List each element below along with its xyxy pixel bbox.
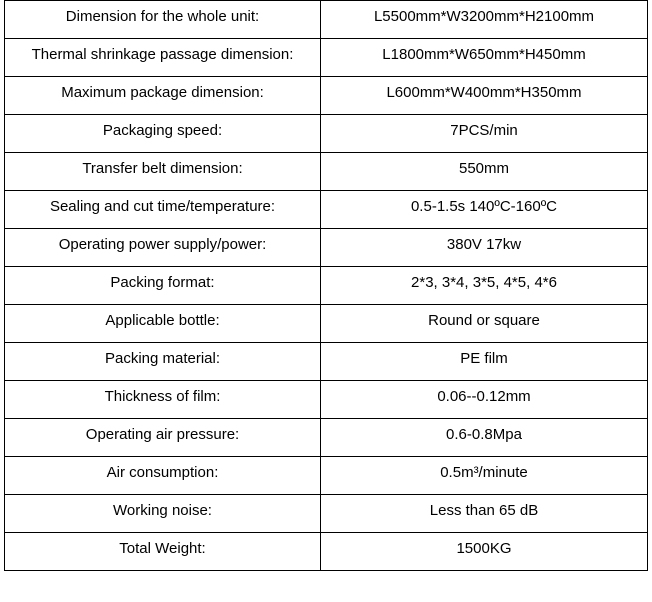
spec-value: 380V 17kw (321, 229, 648, 267)
spec-value: 7PCS/min (321, 115, 648, 153)
spec-label: Sealing and cut time/temperature: (5, 191, 321, 229)
table-row (5, 1, 648, 39)
spec-label: Thickness of film: (5, 381, 321, 419)
spec-label: Applicable bottle: (5, 305, 321, 343)
spec-label: Working noise: (5, 495, 321, 533)
spec-value: 0.6-0.8Mpa (321, 419, 648, 457)
table-row (5, 153, 648, 191)
table-row (5, 495, 648, 533)
spec-value: 2*3, 3*4, 3*5, 4*5, 4*6 (321, 267, 648, 305)
spec-label: Operating power supply/power: (5, 229, 321, 267)
spec-value: L5500mm*W3200mm*H2100mm (321, 1, 648, 39)
spec-label: Packing material: (5, 343, 321, 381)
spec-value: Round or square (321, 305, 648, 343)
table-row (5, 229, 648, 267)
spec-value: PE film (321, 343, 648, 381)
spec-label: Total Weight: (5, 533, 321, 571)
spec-label: Transfer belt dimension: (5, 153, 321, 191)
spec-label: Dimension for the whole unit: (5, 1, 321, 39)
spec-value: 1500KG (321, 533, 648, 571)
spec-label: Air consumption: (5, 457, 321, 495)
table-row (5, 77, 648, 115)
spec-label: Packaging speed: (5, 115, 321, 153)
spec-value: L1800mm*W650mm*H450mm (321, 39, 648, 77)
spec-label: Packing format: (5, 267, 321, 305)
spec-value: L600mm*W400mm*H350mm (321, 77, 648, 115)
table-row (5, 39, 648, 77)
table-row (5, 267, 648, 305)
table-row (5, 419, 648, 457)
table-row (5, 305, 648, 343)
spec-value: Less than 65 dB (321, 495, 648, 533)
table-row (5, 191, 648, 229)
table-row (5, 381, 648, 419)
table-row (5, 533, 648, 571)
spec-value: 0.5m³/minute (321, 457, 648, 495)
spec-value: 550mm (321, 153, 648, 191)
spec-value: 0.06--0.12mm (321, 381, 648, 419)
spec-value: 0.5-1.5s 140ºC-160ºC (321, 191, 648, 229)
spec-label: Operating air pressure: (5, 419, 321, 457)
spec-label: Thermal shrinkage passage dimension: (5, 39, 321, 77)
spec-label: Maximum package dimension: (5, 77, 321, 115)
table-row (5, 115, 648, 153)
table-row (5, 343, 648, 381)
spec-table (4, 0, 648, 571)
table-row (5, 457, 648, 495)
